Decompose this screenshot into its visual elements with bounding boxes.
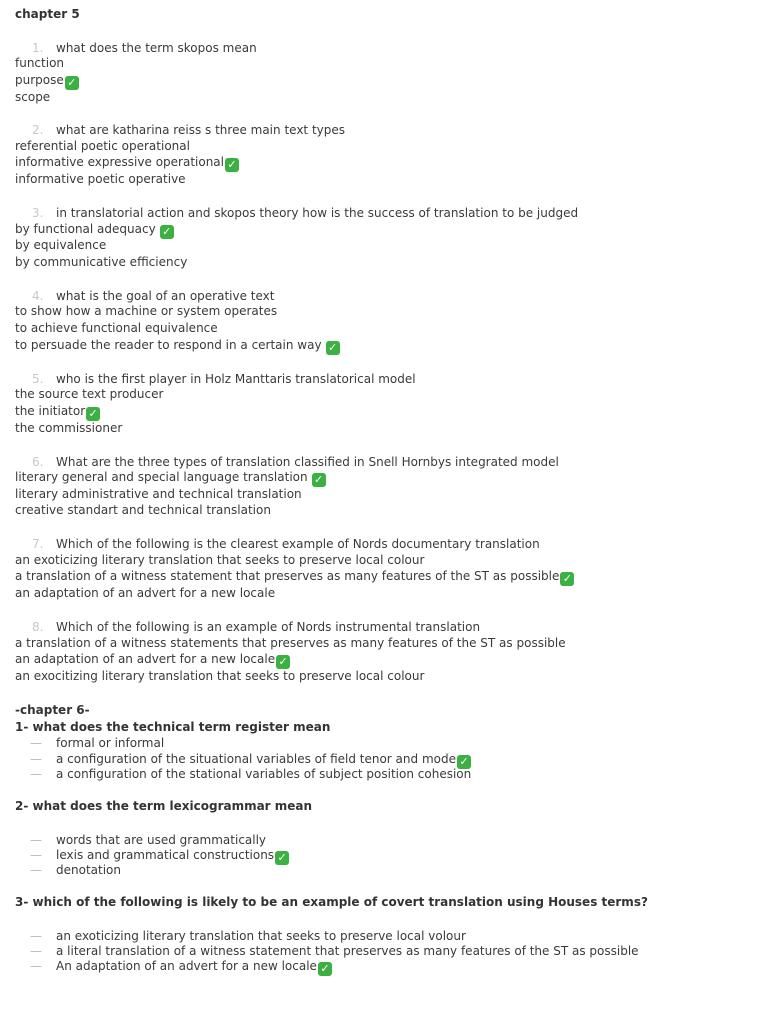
option-text: the source text producer [15,387,164,401]
checkmark-icon: ✓ [65,76,79,90]
option-text: to achieve functional equivalence [15,321,218,335]
question-3: 3. in translatorial action and skopos theory how is the success of translation to be judged [32,206,579,220]
option-text: an exoticizing literary translation that seeks to preserve local volour [56,929,466,943]
dash-icon: — [30,944,42,958]
option-text: a configuration of the stational variables of subject position cohesion [56,767,472,781]
dash-icon: — [30,767,42,781]
option-text: informative expressive operational ✓ [15,154,239,172]
chapter-5-title: chapter 5 [15,7,80,21]
question-4: 4. what is the goal of an operative text [32,289,275,303]
checkmark-icon: ✓ [312,473,326,487]
dash-icon: — [30,863,42,877]
question-5: 5. who is the first player in Holz Manttaris translatorical model [32,372,416,386]
option-text: a translation of a witness statements that preserves as many features of the ST as possible [15,636,566,650]
option-text: purpose ✓ [15,72,79,90]
option-text: denotation [56,863,121,877]
checkmark-icon: ✓ [457,755,471,769]
option-text: a literal translation of a witness statement that preserves as many features of the ST as possible [56,944,639,958]
option-text: literary administrative and technical translation [15,487,302,501]
option-text: a translation of a witness statement that preserves as many features of the ST as possible ✓ [15,568,574,586]
option-text: formal or informal [56,736,165,750]
option-text: literary general and special language translation ✓ [15,469,326,487]
option-text: An adaptation of an advert for a new locale ✓ [56,958,332,976]
checkmark-icon: ✓ [225,158,239,172]
dash-icon: — [30,959,42,973]
option-text: an adaptation of an advert for a new locale ✓ [15,651,290,669]
option-text: by functional adequacy ✓ [15,221,174,239]
checkmark-icon: ✓ [86,407,100,421]
option-text: an exoticizing literary translation that seeks to preserve local colour [15,553,425,567]
option-text: informative poetic operative [15,172,186,186]
chapter-6-title: -chapter 6- [15,703,90,717]
option-text: function [15,56,65,70]
option-text: to show how a machine or system operates [15,304,278,318]
option-text: by communicative efficiency [15,255,188,269]
question-2: 2. what are katharina reiss s three main text types [32,123,345,137]
chapter-6-question-1: 1- what does the technical term register mean [15,720,331,734]
dash-icon: — [30,848,42,862]
option-text: by equivalence [15,238,107,252]
dash-icon: — [30,752,42,766]
option-text: a configuration of the situational variables of field tenor and mode ✓ [56,751,471,769]
option-text: an exocitizing literary translation that seeks to preserve local colour [15,669,425,683]
checkmark-icon: ✓ [326,341,340,355]
question-7: 7. Which of the following is the clearest example of Nords documentary translation [32,537,540,551]
question-1: 1. what does the term skopos mean [32,41,257,55]
question-6: 6. What are the three types of translation classified in Snell Hornbys integrated model [32,455,559,469]
option-text: an adaptation of an advert for a new locale [15,586,276,600]
option-text: the initiator ✓ [15,403,100,421]
chapter-6-question-3: 3- which of the following is likely to be an example of covert translation using Houses terms? [15,895,648,909]
checkmark-icon: ✓ [275,851,289,865]
option-text: the commissioner [15,421,123,435]
option-text: lexis and grammatical constructions ✓ [56,847,289,865]
checkmark-icon: ✓ [276,655,290,669]
option-text: referential poetic operational [15,139,190,153]
dash-icon: — [30,833,42,847]
option-text: to persuade the reader to respond in a certain way ✓ [15,337,340,355]
option-text: words that are used grammatically [56,833,267,847]
option-text: scope [15,90,51,104]
chapter-6-question-2: 2- what does the term lexicogrammar mean [15,799,313,813]
dash-icon: — [30,929,42,943]
option-text: creative standart and technical translation [15,503,271,517]
checkmark-icon: ✓ [160,225,174,239]
question-8: 8. Which of the following is an example of Nords instrumental translation [32,620,481,634]
dash-icon: — [30,736,42,750]
checkmark-icon: ✓ [318,962,332,976]
checkmark-icon: ✓ [560,572,574,586]
